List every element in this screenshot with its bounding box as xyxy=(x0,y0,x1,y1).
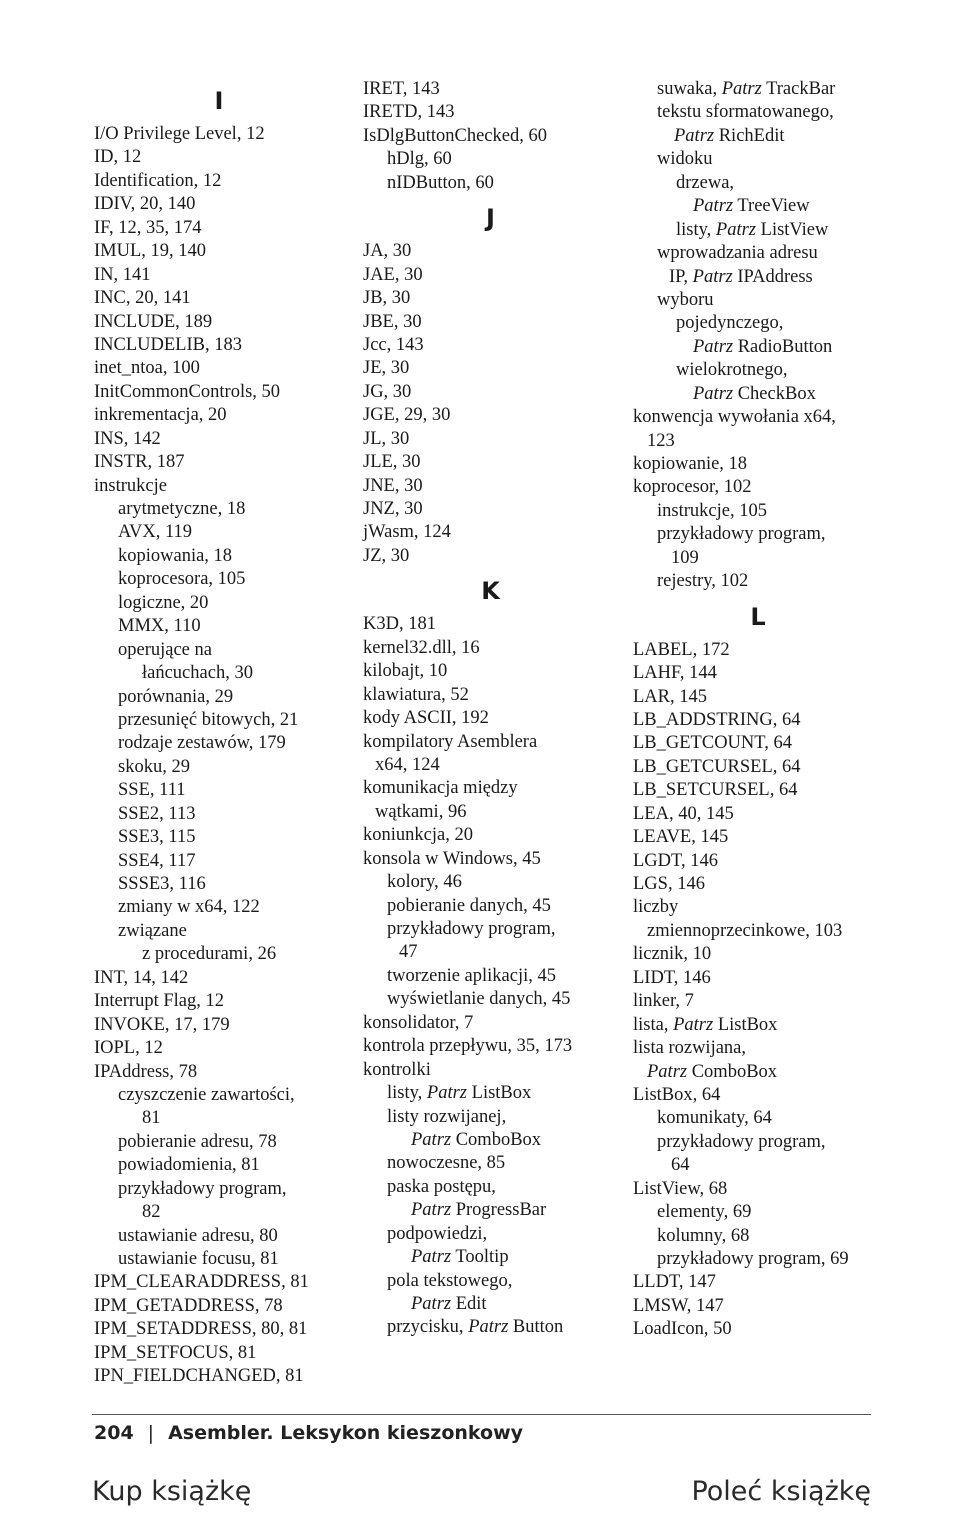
index-entry: ListView, 68 xyxy=(633,1178,728,1199)
index-entry: elementy, 69 xyxy=(657,1202,752,1223)
index-entry: kompilatory Asemblera xyxy=(363,731,538,752)
index-entry: IPM_CLEARADDRESS, 81 xyxy=(94,1272,309,1293)
index-entry: kilobajt, 10 xyxy=(363,661,448,682)
index-entry xyxy=(363,1246,618,1269)
index-entry: Jcc, 143 xyxy=(363,334,424,355)
buy-book-link[interactable]: Kup książkę xyxy=(92,1476,252,1507)
see-reference: Patrz xyxy=(693,196,734,217)
index-entry: wprowadzania adresu xyxy=(657,243,818,264)
index-entry: wątkami, 96 xyxy=(375,801,467,822)
footer-divider xyxy=(92,1414,871,1415)
section-heading: K xyxy=(481,577,500,606)
see-reference: Patrz xyxy=(674,125,715,146)
index-entry: x64, 124 xyxy=(375,754,440,775)
index-entry: drzewa, xyxy=(676,172,735,193)
index-entry: kopiowania, 18 xyxy=(118,545,233,566)
index-entry: LIDT, 146 xyxy=(633,967,711,988)
index-entry: przykładowy program, 69 xyxy=(657,1249,849,1269)
index-entry: zmiennoprzecinkowe, 103 xyxy=(647,920,843,941)
index-entry: 64 xyxy=(671,1155,690,1176)
index-entry: łańcuchach, 30 xyxy=(142,663,253,684)
entry-target: ListView xyxy=(756,219,829,240)
index-entry: LGS, 146 xyxy=(633,874,705,894)
index-entry: INCLUDELIB, 183 xyxy=(94,334,242,355)
index-entry: IPM_SETFOCUS, 81 xyxy=(94,1342,257,1363)
index-entry: lista rozwijana, xyxy=(633,1038,747,1059)
index-entry: 47 xyxy=(399,942,418,963)
index-entry: listy rozwijanej, xyxy=(387,1106,507,1127)
index-entry: LEA, 40, 145 xyxy=(633,803,734,824)
entry-text: listy, xyxy=(676,219,716,240)
see-reference: Patrz xyxy=(411,1200,452,1221)
index-entry: instrukcje, 105 xyxy=(657,500,767,521)
see-reference: Patrz xyxy=(468,1317,509,1338)
index-entry: ID, 12 xyxy=(94,147,142,168)
entry-text: IP, xyxy=(669,266,693,287)
index-entry: związane xyxy=(118,920,187,941)
index-entry: SSE4, 117 xyxy=(118,850,196,871)
index-entry: JZ, 30 xyxy=(363,545,410,566)
index-column-2 xyxy=(363,78,618,1340)
index-entry: JE, 30 xyxy=(363,358,410,379)
index-entry: 82 xyxy=(142,1202,161,1223)
page-footer xyxy=(94,1422,523,1444)
index-entry: kolory, 46 xyxy=(387,872,462,893)
see-reference: Patrz xyxy=(673,1014,714,1035)
index-entry: porównania, 29 xyxy=(118,686,234,707)
index-entry: pobieranie danych, 45 xyxy=(387,895,551,916)
entry-target: TreeView xyxy=(733,196,810,217)
index-entry: przykładowy program, xyxy=(387,919,556,939)
index-entry xyxy=(633,125,883,148)
index-entry: INCLUDE, 189 xyxy=(94,311,213,332)
index-entry: zmiany w x64, 122 xyxy=(118,897,260,918)
entry-target: Tooltip xyxy=(451,1247,509,1268)
index-entry: MMX, 110 xyxy=(118,616,201,637)
index-entry: SSSE3, 116 xyxy=(118,874,206,894)
index-entry: 123 xyxy=(647,430,675,451)
section-heading: I xyxy=(214,87,224,115)
index-entry xyxy=(363,1316,618,1339)
index-entry: wielokrotnego, xyxy=(676,360,788,381)
entry-text: listy, xyxy=(387,1083,427,1104)
index-entry: IPN_FIELDCHANGED, 81 xyxy=(94,1366,304,1387)
index-entry: rodzaje zestawów, 179 xyxy=(118,733,286,754)
index-column-1 xyxy=(94,78,344,1389)
index-entry: JBE, 30 xyxy=(363,311,422,332)
entry-target: RichEdit xyxy=(714,125,785,146)
index-entry: SSE2, 113 xyxy=(118,803,196,824)
index-entry xyxy=(363,1082,618,1105)
see-reference: Patrz xyxy=(693,336,734,357)
see-reference: Patrz xyxy=(411,1129,452,1150)
entry-target: Edit xyxy=(451,1294,487,1314)
index-entry xyxy=(633,219,883,242)
entry-target: ComboBox xyxy=(687,1061,778,1082)
index-entry: IPAddress, 78 xyxy=(94,1061,198,1082)
index-entry: powiadomienia, 81 xyxy=(118,1155,260,1176)
index-entry: jWasm, 124 xyxy=(363,522,451,543)
entry-target: ListBox xyxy=(467,1083,532,1104)
index-entry: I/O Privilege Level, 12 xyxy=(94,124,265,144)
index-entry: INC, 20, 141 xyxy=(94,288,191,309)
index-entry: LLDT, 147 xyxy=(633,1272,716,1293)
entry-target: Button xyxy=(508,1317,564,1338)
index-entry: IPM_SETADDRESS, 80, 81 xyxy=(94,1319,308,1340)
index-entry: linker, 7 xyxy=(633,991,694,1012)
page-number: 204 xyxy=(94,1422,134,1444)
index-entry: konsolidator, 7 xyxy=(363,1012,474,1033)
book-title: Asembler. Leksykon kieszonkowy xyxy=(168,1422,524,1444)
index-entry: SSE, 111 xyxy=(118,780,186,801)
index-entry: operujące na xyxy=(118,639,212,660)
index-entry: kody ASCII, 192 xyxy=(363,708,489,729)
index-entry: IN, 141 xyxy=(94,264,151,285)
index-entry xyxy=(633,78,883,101)
index-entry xyxy=(633,1061,883,1084)
entry-text: lista, xyxy=(633,1014,674,1035)
index-entry: LB_ADDSTRING, 64 xyxy=(633,709,801,730)
index-entry: przesunięć bitowych, 21 xyxy=(118,709,299,730)
index-entry: LAR, 145 xyxy=(633,686,707,707)
index-entry: LB_SETCURSEL, 64 xyxy=(633,780,798,801)
index-entry: K3D, 181 xyxy=(363,614,436,635)
index-entry: arytmetyczne, 18 xyxy=(118,499,246,519)
index-entry xyxy=(363,1199,618,1222)
index-entry: czyszczenie zawartości, xyxy=(118,1084,295,1105)
see-reference: Patrz xyxy=(692,266,733,287)
section-heading: J xyxy=(486,204,495,233)
entry-text: suwaka, xyxy=(657,79,722,99)
index-entry xyxy=(633,1014,883,1037)
see-reference: Patrz xyxy=(721,79,762,99)
see-reference: Patrz xyxy=(693,383,734,404)
index-entry: z procedurami, 26 xyxy=(142,944,277,965)
index-entry: IDIV, 20, 140 xyxy=(94,194,196,215)
index-entry: skoku, 29 xyxy=(118,756,190,777)
entry-target: CheckBox xyxy=(733,383,816,404)
index-entry: LB_GETCOUNT, 64 xyxy=(633,733,792,754)
index-entry: JGE, 29, 30 xyxy=(363,405,451,426)
index-entry: podpowiedzi, xyxy=(387,1223,488,1244)
index-entry: przykładowy program, xyxy=(118,1178,287,1199)
index-entry: SSE3, 115 xyxy=(118,827,196,848)
entry-target: ComboBox xyxy=(451,1129,542,1150)
index-entry: ustawianie focusu, 81 xyxy=(118,1249,279,1269)
index-entry: 109 xyxy=(671,547,699,568)
index-entry xyxy=(633,336,883,359)
recommend-book-link[interactable]: Poleć książkę xyxy=(691,1476,871,1507)
index-entry xyxy=(363,1129,618,1152)
index-entry: INT, 14, 142 xyxy=(94,967,189,988)
index-entry: JNE, 30 xyxy=(363,475,423,496)
index-entry: LAHF, 144 xyxy=(633,663,717,684)
index-entry: pojedynczego, xyxy=(676,313,784,334)
index-entry: Identification, 12 xyxy=(94,170,222,191)
index-entry: ListBox, 64 xyxy=(633,1084,721,1105)
footer-separator: | xyxy=(147,1422,155,1444)
section-heading: L xyxy=(750,602,766,631)
entry-target: RadioButton xyxy=(733,336,833,357)
index-entry: LABEL, 172 xyxy=(633,639,730,660)
index-entry: klawiatura, 52 xyxy=(363,684,469,705)
index-entry: Interrupt Flag, 12 xyxy=(94,991,224,1012)
index-entry xyxy=(633,383,883,406)
index-entry: przykładowy program, xyxy=(657,1131,826,1152)
index-entry: IMUL, 19, 140 xyxy=(94,241,207,262)
entry-text: przycisku, xyxy=(387,1317,469,1338)
index-entry: widoku xyxy=(657,149,713,170)
index-entry: logiczne, 20 xyxy=(118,592,209,613)
index-entry: inet_ntoa, 100 xyxy=(94,358,200,379)
index-entry: IOPL, 12 xyxy=(94,1038,163,1059)
index-entry: wyświetlanie danych, 45 xyxy=(387,989,571,1010)
index-entry: LMSW, 147 xyxy=(633,1295,724,1316)
index-entry: paska postępu, xyxy=(387,1176,496,1197)
index-entry: IF, 12, 35, 174 xyxy=(94,217,202,238)
index-entry: LEAVE, 145 xyxy=(633,827,729,848)
index-entry: INSTR, 187 xyxy=(94,452,185,473)
entry-target: ListBox xyxy=(713,1014,778,1035)
index-entry: kontrola przepływu, 35, 173 xyxy=(363,1036,573,1057)
index-entry: nIDButton, 60 xyxy=(387,172,494,193)
index-entry: inkrementacja, 20 xyxy=(94,405,227,426)
index-entry: pobieranie adresu, 78 xyxy=(118,1131,277,1152)
index-entry: pola tekstowego, xyxy=(387,1270,513,1291)
see-reference: Patrz xyxy=(411,1294,452,1314)
index-entry: konwencja wywołania x64, xyxy=(633,407,836,428)
index-entry: JNZ, 30 xyxy=(363,499,423,519)
index-entry: 81 xyxy=(142,1108,161,1129)
index-entry: nowoczesne, 85 xyxy=(387,1153,506,1174)
index-entry: INVOKE, 17, 179 xyxy=(94,1014,230,1035)
index-entry: IsDlgButtonChecked, 60 xyxy=(363,125,547,146)
index-entry: licznik, 10 xyxy=(633,944,712,965)
index-entry: kolumny, 68 xyxy=(657,1225,750,1246)
index-entry: JG, 30 xyxy=(363,381,412,402)
entry-target: IPAddress xyxy=(732,266,813,287)
index-entry: JLE, 30 xyxy=(363,452,421,473)
index-entry: INS, 142 xyxy=(94,428,161,449)
index-entry: kopiowanie, 18 xyxy=(633,454,748,474)
index-entry: JAE, 30 xyxy=(363,264,423,285)
index-entry: konsola w Windows, 45 xyxy=(363,848,541,869)
index-entry: LGDT, 146 xyxy=(633,850,718,871)
index-entry: wyboru xyxy=(657,289,714,310)
index-entry: IRET, 143 xyxy=(363,79,440,99)
index-entry: koprocesora, 105 xyxy=(118,569,246,590)
index-entry: tekstu sformatowanego, xyxy=(657,102,834,123)
index-entry: LoadIcon, 50 xyxy=(633,1319,732,1340)
index-entry: ustawianie adresu, 80 xyxy=(118,1225,278,1246)
index-entry: koprocesor, 102 xyxy=(633,477,752,498)
index-entry: JL, 30 xyxy=(363,428,410,449)
index-entry: hDlg, 60 xyxy=(387,149,452,170)
entry-target: ProgressBar xyxy=(451,1200,547,1221)
index-entry: kernel32.dll, 16 xyxy=(363,637,480,658)
index-entry: IRETD, 143 xyxy=(363,102,455,123)
index-entry: AVX, 119 xyxy=(118,522,193,543)
index-entry: JB, 30 xyxy=(363,288,411,309)
index-entry: liczby xyxy=(633,897,679,918)
see-reference: Patrz xyxy=(426,1083,468,1104)
index-column-3 xyxy=(633,78,883,1342)
index-entry: JA, 30 xyxy=(363,241,412,262)
index-entry: przykładowy program, xyxy=(657,524,826,545)
index-entry: kontrolki xyxy=(363,1059,431,1080)
index-entry xyxy=(633,266,883,289)
index-entry: rejestry, 102 xyxy=(657,571,749,592)
index-entry: IPM_GETADDRESS, 78 xyxy=(94,1295,283,1316)
see-reference: Patrz xyxy=(411,1247,452,1268)
index-entry: komunikacja między xyxy=(363,778,518,799)
index-entry xyxy=(633,195,883,218)
entry-target: TrackBar xyxy=(761,79,836,99)
index-entry: komunikaty, 64 xyxy=(657,1108,772,1129)
index-entry xyxy=(363,1293,618,1316)
index-entry: LB_GETCURSEL, 64 xyxy=(633,756,801,777)
see-reference: Patrz xyxy=(715,219,757,240)
index-entry: InitCommonControls, 50 xyxy=(94,381,281,402)
see-reference: Patrz xyxy=(647,1061,688,1082)
index-entry: koniunkcja, 20 xyxy=(363,825,473,846)
index-entry: instrukcje xyxy=(94,475,167,496)
index-entry: tworzenie aplikacji, 45 xyxy=(387,965,557,986)
